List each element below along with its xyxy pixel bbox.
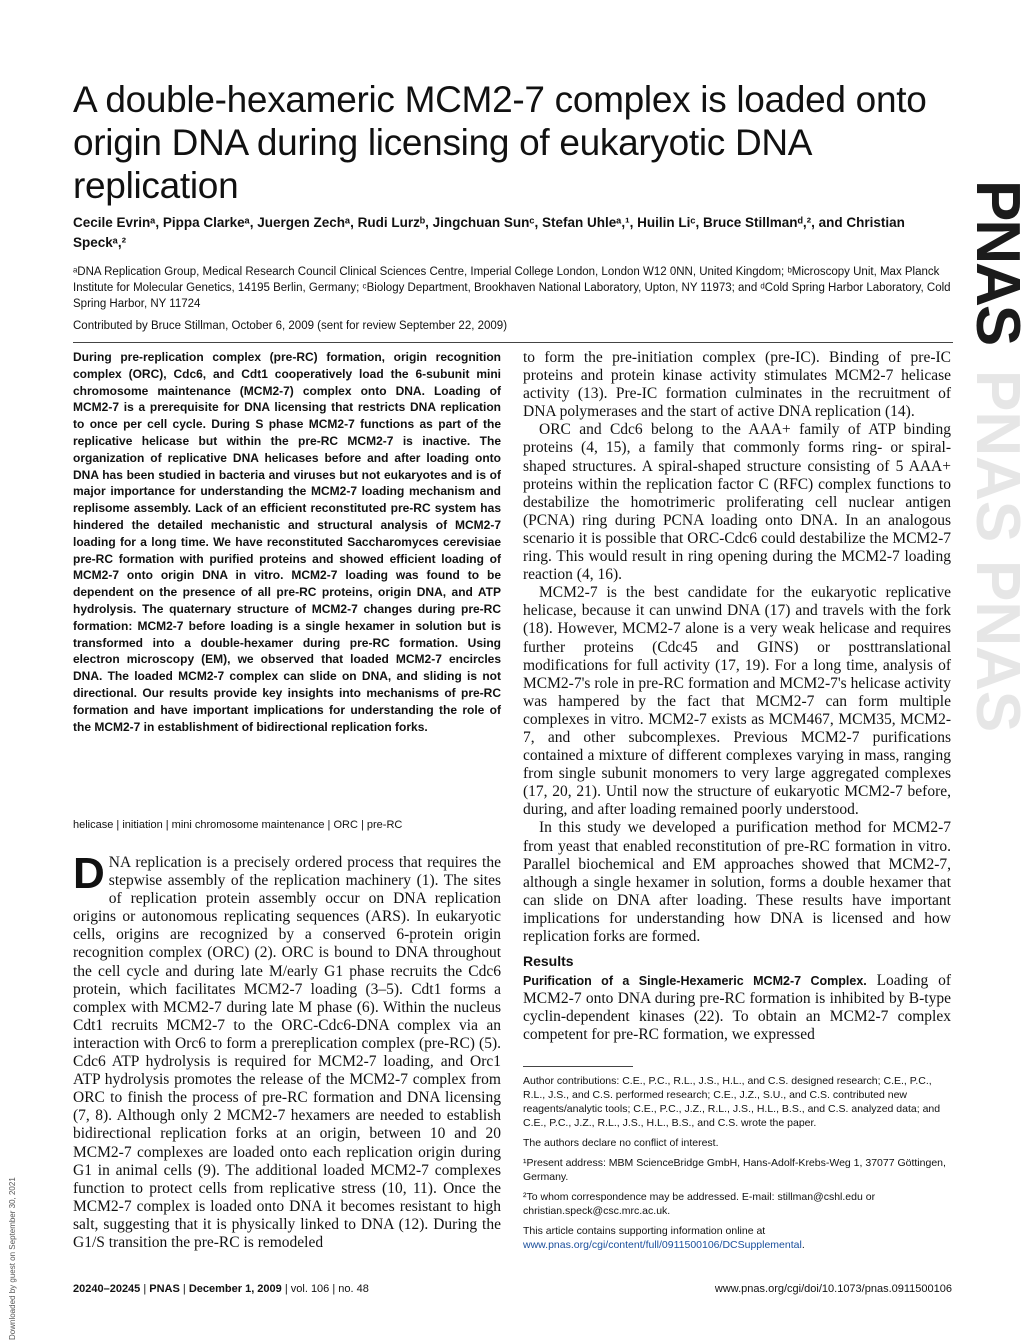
- intro-body: NA replication is a precisely ordered process that requires the stepwise assembly of the replication machinery (1). The sites of replication protein assembly occur on DNA replication origins or autonomous replicating sequences (ARS). In eukaryotic cells, origins are recognized by a conserved 6-protein origin recognition complex (ORC) (2). ORC is bound to DNA throughout the cell cycle and during late M/early G1 phase recruits the Cdc6 protein, which facilitates MCM2-7 loading (3–5). Cdt1 forms a complex with MCM2-7 during late M phase (6). Within the nucleus Cdt1 recruits MCM2-7 to the ORC-Cdc6-DNA complex via an interaction with Orc6 to form a prereplication complex (pre-RC) (5). Cdc6 ATP hydrolysis is required for MCM2-7 loading, and Orc1 ATP hydrolysis promotes the release of the MCM2-7 complex from ORC to finish the process of pre-RC formation and DNA licensing (7, 8). Although only 2 MCM2-7 hexamers are needed to establish bidirectional replication forks at an origin, between 10 and 20 MCM2-7 complexes are loaded onto each replication origin during G1 in animal cells (9). The additional loaded MCM2-7 complexes function to protect cells from replicative stress (10, 11). Once the MCM2-7 complex is loaded onto DNA it becomes resistant to high salt, suggesting that it is physically linked to DNA (12). During the G1/S transition the pre-RC is remodeled: [73, 854, 501, 1251]
- footer-sep: |: [332, 1283, 336, 1295]
- footer-sep: |: [143, 1283, 147, 1295]
- footer-sep: |: [284, 1283, 288, 1295]
- right-paragraph-3: MCM2-7 is the best candidate for the eukaryotic replicative helicase, because it can unwind DNA (17) and travels with the fork (18). However, MCM2-7 alone is a very weak helicase and requires further proteins (Cdc45 and GINS) or posttranslational modifications for full activity (17, 19). For a long time, analysis of MCM2-7's role in pre-RC formation and MCM2-7's helicase activity was hampered by the fact that MCM2-7 can form multiple complexes in vitro. MCM2-7 exists as MCM467, MCM35, MCM2-7, and other subcomplexes. Previous MCM2-7 purifications contained a mixture of different complexes varying in mass, ranging from single subunit monomers to very large aggregated complexes (17, 20, 21). Until now the structure of eukaryotic MCM2-7 before, during, and after loading remained poorly understood.: [523, 584, 951, 819]
- correspondence-note: ²To whom correspondence may be addressed. E-mail: stillman@cshl.edu or christian.speck@csc.mrc.ac.uk.: [523, 1191, 876, 1217]
- volume: vol. 106: [290, 1283, 330, 1295]
- download-stamp: Downloaded by guest on September 30, 2021: [8, 1177, 17, 1340]
- notes-divider: [523, 1066, 633, 1067]
- paper-title: A double-hexameric MCM2-7 complex is loaded onto origin DNA during licensing of eukaryotic DNA replication: [73, 79, 927, 206]
- results-heading: Results: [523, 953, 574, 970]
- issue-number: no. 48: [338, 1283, 369, 1295]
- supporting-info-end: .: [801, 1239, 805, 1251]
- pnas-watermark: PNAS: [963, 370, 1032, 543]
- present-address-note: ¹Present address: MBM ScienceBridge GmbH, Hans-Adolf-Krebs-Weg 1, 37077 Göttingen, Germany.: [523, 1157, 946, 1183]
- journal-name: PNAS: [149, 1283, 180, 1295]
- supporting-info-note: [523, 1224, 951, 1252]
- author-list: Cecile Evrinᵃ, Pippa Clarkeᵃ, Juergen Zechᵃ, Rudi Lurzᵇ, Jingchuan Sunᶜ, Stefan Uhleᵃ,¹, Huilin Liᶜ, Bruce Stillmanᵈ,², and Christian Speckᵃ,²: [73, 215, 905, 250]
- pnas-logo: PNAS: [963, 180, 1032, 345]
- right-column: [523, 349, 951, 1045]
- contributed-by: Contributed by Bruce Stillman, October 6, 2009 (sent for review September 22, 2009): [73, 320, 508, 332]
- issue-date: December 1, 2009: [188, 1283, 282, 1295]
- supporting-info-text: This article contains supporting information online at: [523, 1225, 766, 1237]
- author-contributions: Author contributions: C.E., P.C., R.L., J.S., H.L., and C.S. designed research; C.E., P.C., R.L., J.S., and C.S. performed research; C.E., J.Z., S.U., and C.S. contributed new reagents/analytic tools; C.E., P.C., J.Z., R.L., J.S., H.L., B.S., and C.S. analyzed data; and C.E., P.C., J.Z., R.L., J.S., H.L., B.S., and C.S. wrote the paper.: [523, 1075, 941, 1129]
- doi-link[interactable]: www.pnas.org/cgi/doi/10.1073/pnas.0911500106: [714, 1283, 952, 1295]
- right-paragraph-2: ORC and Cdc6 belong to the AAA+ family of ATP binding proteins (4, 15), a family that commonly forms ring- or spiral-shaped structures. A spiral-shaped structure consisting of 5 AAA+ proteins within the replication factor C (RFC) complex functions to destabilize the homotrimeric proliferating cell nuclear antigen (PCNA) ring during PCNA loading onto DNA. In an analogous scenario it is possible that ORC-Cdc6 could destabilize the MCM2-7 ring. This would result in ring opening during the MCM2-7 loading reaction (4, 16).: [523, 421, 951, 584]
- pnas-watermark: PNAS: [963, 560, 1032, 733]
- drop-cap: D: [73, 849, 105, 898]
- keywords: helicase | initiation | mini chromosome maintenance | ORC | pre-RC: [73, 819, 403, 831]
- results-paragraph: [523, 972, 951, 1044]
- affiliations: ᵃDNA Replication Group, Medical Research Council Clinical Sciences Centre, Imperial College London, London W12 0NN, United Kingdom; ᵇMicroscopy Unit, Max Planck Institute for Molecular Genetics, 14195 Berlin, Germany; ᶜBiology Department, Brookhaven National Laboratory, Upton, NY 11973; and ᵈCold Spring Harbor Laboratory, Cold Spring Harbor, NY 11724: [73, 266, 951, 310]
- footer-sep: |: [182, 1283, 186, 1295]
- pnas-side-logo: [958, 180, 1032, 820]
- header-divider: [73, 342, 953, 343]
- conflict-statement: The authors declare no conflict of interest.: [523, 1137, 719, 1149]
- footer-citation: [73, 1283, 369, 1295]
- footnotes: [523, 1074, 951, 1258]
- introduction-text: [73, 849, 501, 1252]
- supplemental-link[interactable]: www.pnas.org/cgi/content/full/0911500106/DCSupplemental: [523, 1239, 802, 1251]
- abstract: During pre-replication complex (pre-RC) formation, origin recognition complex (ORC), Cdc6, and Cdt1 cooperatively load the 6-subunit mini chromosome maintenance (MCM2-7) complex onto DNA. Loading of MCM2-7 is a prerequisite for DNA licensing that restricts DNA replication to once per cell cycle. During S phase MCM2-7 functions as part of the replicative helicase but within the pre-RC MCM2-7 is inactive. The organization of replicative DNA helicases before and after loading onto DNA has been studied in bacteria and viruses but not eukaryotes and is of major importance for understanding the MCM2-7 loading mechanism and replisome assembly. Lack of an efficient reconstituted pre-RC system has hindered the detailed mechanistic and structural analysis of MCM2-7 loading for a long time. We have reconstituted Saccharomyces cerevisiae pre-RC formation with purified proteins and showed efficient loading of MCM2-7 onto origin DNA in vitro. MCM2-7 loading was found to be dependent on the presence of all pre-RC proteins, origin DNA, and ATP hydrolysis. The quaternary structure of MCM2-7 changes during pre-RC formation: MCM2-7 before loading is a single hexamer in solution but is transformed into a double-hexamer during pre-RC formation. Using electron microscopy (EM), we observed that loaded MCM2-7 encircles DNA. The loaded MCM2-7 complex can slide on DNA, and sliding is not directional. Our results provide key insights into mechanisms of pre-RC formation and have important implications for understanding the role of the MCM2-7 in establishment of bidirectional replication forks.: [73, 350, 501, 734]
- results-subheading: Purification of a Single-Hexameric MCM2-7 Complex.: [523, 974, 867, 989]
- right-paragraph-4: In this study we developed a purification method for MCM2-7 from yeast that enabled reconstitution of pre-RC formation in vitro. Parallel biochemical and EM approaches showed that MCM2-7, although a single hexamer in solution, forms a double hexamer that can slide on DNA after loading. These results have important implications for understanding how DNA is licensed and how replication forks are formed.: [523, 819, 951, 945]
- results-text: Loading of MCM2-7 onto DNA during pre-RC formation is inhibited by B-type cyclin-dependent kinases (22). To obtain an MCM2-7 complex competent for pre-RC formation, we expressed: [523, 972, 951, 1044]
- page-range: 20240–20245: [73, 1283, 141, 1295]
- right-paragraph-1: to form the pre-initiation complex (pre-IC). Binding of pre-IC proteins and protein kinase activity stimulates MCM2-7 helicase activity (13). Pre-IC formation culminates in the recruitment of DNA polymerases and the start of active DNA replication (14).: [523, 349, 951, 421]
